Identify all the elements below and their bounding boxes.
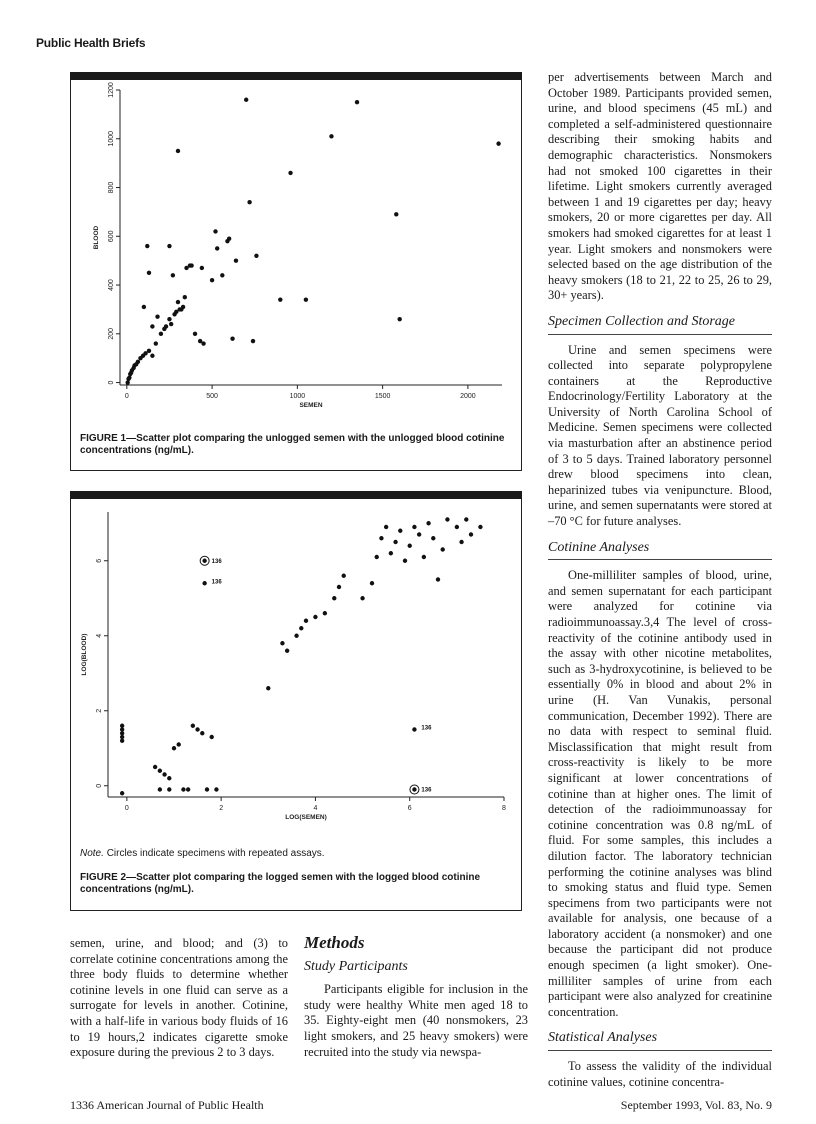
right-paragraph-3: One-milliliter samples of blood, urine, and semen supernatant for each participant were analyzed for cotinine via radioimmunoassay.3,4 The level of cross-reactivity of the cotinine antibody used in the assay with other nicotine metabolites, such as 3-hydroxycotinine, is believed to be essentially 0% in blood and about 2% in urine (H. Van Vunakis, personal communication, December 1992). There are no data with respect to seminal fluid. Misclassification that might result from cross-reactivity is likely to be more significant at lower concentrations of cotinine than at higher ones. The limit of detection of the radioimmunoassay for cotinine concentration was 0.8 ng/mL of fluid. For some samples, this includes a dilution factor. The laboratory technician performing the cotinine analyses was blind to smoking status and fluid type. Semen specimens from two participants were not available for analysis, one because of a laboratory accident (a nonsmoker) and one because the participant did not produce enough specimen (a light smoker). One-milliliter samples of urine from each participant were also analyzed for creatinine concentration. <box>548 568 772 1019</box>
fig1-data-point <box>247 200 251 204</box>
fig2-data-point <box>202 581 206 585</box>
fig2-data-point <box>412 787 416 791</box>
fig1-x-tick-label: 1000 <box>289 393 306 400</box>
figure2-note <box>80 848 325 859</box>
figure2-top-bar <box>70 491 522 499</box>
fig2-data-point <box>445 517 449 521</box>
fig1-x-tick-label: 0 <box>124 393 129 400</box>
fig2-data-point <box>280 641 284 645</box>
fig1-data-point <box>278 297 282 301</box>
fig2-data-point <box>455 525 459 529</box>
fig2-data-point <box>210 735 214 739</box>
fig1-data-point <box>142 305 146 309</box>
fig2-data-point <box>285 649 289 653</box>
fig2-data-point <box>332 596 336 600</box>
section-divider-1 <box>548 334 772 335</box>
fig1-data-point <box>215 246 219 250</box>
fig1-data-point <box>210 278 214 282</box>
fig1-data-point <box>329 134 333 138</box>
fig2-data-point <box>186 787 190 791</box>
methods-column <box>304 935 528 1060</box>
fig2-data-point <box>172 746 176 750</box>
fig2-data-point <box>191 724 195 728</box>
fig2-y-tick-label: 2 <box>96 708 103 713</box>
figure1-top-bar <box>70 72 522 80</box>
fig2-data-point <box>205 787 209 791</box>
fig1-data-point <box>171 273 175 277</box>
fig2-data-point <box>422 555 426 559</box>
fig2-data-point <box>441 547 445 551</box>
fig2-data-point <box>398 529 402 533</box>
fig1-y-tick-label: 400 <box>108 279 115 291</box>
fig2-annotation-label: 136 <box>211 558 222 565</box>
section-divider-3 <box>548 1050 772 1051</box>
fig1-data-point <box>304 297 308 301</box>
right-paragraph-4: To assess the validity of the individual cotinine values, cotinine concentra- <box>548 1059 772 1089</box>
fig2-data-point <box>412 525 416 529</box>
fig1-data-point <box>227 237 231 241</box>
fig1-data-point <box>193 332 197 336</box>
figure1-scatter-plot <box>72 82 518 427</box>
statistical-analyses-heading: Statistical Analyses <box>548 1030 658 1046</box>
fig2-data-point <box>342 574 346 578</box>
fig1-data-point <box>167 317 171 321</box>
fig2-annotation-label: 136 <box>421 725 432 732</box>
fig1-data-point <box>167 244 171 248</box>
fig2-x-tick-label: 0 <box>124 805 129 812</box>
fig1-data-point <box>127 375 131 379</box>
cotinine-analyses-heading: Cotinine Analyses <box>548 539 650 555</box>
footer-left: 1336 American Journal of Public Health <box>70 1098 264 1112</box>
fig1-data-point <box>125 380 129 384</box>
fig2-data-point <box>436 577 440 581</box>
fig1-y-tick-label: 600 <box>108 230 115 243</box>
figure2-note-label: Note. <box>80 848 104 859</box>
fig2-data-point <box>181 787 185 791</box>
fig2-data-point <box>120 731 124 735</box>
fig2-data-point <box>153 765 157 769</box>
fig2-data-point <box>337 585 341 589</box>
fig2-x-tick-label: 8 <box>502 805 506 812</box>
figure1-caption-label: FIGURE 1 <box>80 433 127 444</box>
fig2-annotation-label: 136 <box>211 579 222 586</box>
fig1-x-axis-label: SEMEN <box>299 402 323 409</box>
fig2-data-point <box>403 559 407 563</box>
figure2-caption-text: —Scatter plot comparing the logged semen with the logged blood cotinine concentrations (ng/mL). <box>80 872 481 895</box>
fig2-data-point <box>177 742 181 746</box>
fig2-y-tick-label: 6 <box>96 558 103 563</box>
right-column <box>548 70 772 1090</box>
fig2-data-point <box>158 769 162 773</box>
fig2-data-point <box>412 727 416 731</box>
fig2-data-point <box>431 536 435 540</box>
fig1-data-point <box>251 339 255 343</box>
fig1-data-point <box>189 263 193 267</box>
fig2-data-point <box>162 772 166 776</box>
fig2-data-point <box>469 532 473 536</box>
fig2-data-point <box>120 791 124 795</box>
fig1-y-tick-label: 800 <box>108 181 115 194</box>
fig2-data-point <box>426 521 430 525</box>
fig1-x-tick-label: 2000 <box>460 393 476 400</box>
fig1-data-point <box>254 254 258 258</box>
fig2-data-point <box>202 559 206 563</box>
fig1-x-tick-label: 500 <box>206 393 218 400</box>
fig1-data-point <box>145 244 149 248</box>
fig2-data-point <box>393 540 397 544</box>
fig2-data-point <box>408 544 412 548</box>
fig2-data-point <box>167 776 171 780</box>
figure2-caption-label: FIGURE 2 <box>80 872 127 883</box>
study-participants-paragraph: Participants eligible for inclusion in the study were healthy White men aged 18 to 35. Eighty-eight men (40 nonsmokers, 23 light smokers, and 25 heavy smokers) were recruited into the study via newspa- <box>304 982 528 1059</box>
fig2-data-point <box>379 536 383 540</box>
fig2-data-point <box>299 626 303 630</box>
fig1-x-tick-label: 1500 <box>374 393 391 400</box>
fig2-data-point <box>120 724 124 728</box>
fig2-data-point <box>375 555 379 559</box>
fig2-data-point <box>266 686 270 690</box>
fig2-x-tick-label: 4 <box>313 805 318 812</box>
fig2-data-point <box>294 634 298 638</box>
fig1-data-point <box>230 336 234 340</box>
fig2-data-point <box>214 787 218 791</box>
study-participants-heading: Study Participants <box>304 958 408 974</box>
figure1-caption-text: —Scatter plot comparing the unlogged semen with the unlogged blood cotinine concentrations (ng/mL). <box>80 433 505 456</box>
fig1-data-point <box>136 360 140 364</box>
fig1-data-point <box>164 324 168 328</box>
fig2-data-point <box>304 619 308 623</box>
fig1-data-point <box>397 317 401 321</box>
fig2-y-tick-label: 4 <box>96 633 103 638</box>
fig2-x-axis-label: LOG(SEMEN) <box>285 814 327 821</box>
fig1-data-point <box>147 349 151 353</box>
section-divider-2 <box>548 559 772 560</box>
fig2-data-point <box>417 532 421 536</box>
fig2-y-tick-label: 0 <box>96 783 103 788</box>
fig2-y-axis-label: LOG(BLOOD) <box>81 633 88 676</box>
running-head: Public Health Briefs <box>36 36 146 50</box>
fig1-data-point <box>234 258 238 262</box>
methods-heading: Methods <box>304 933 365 952</box>
fig1-data-point <box>184 266 188 270</box>
fig1-y-tick-label: 0 <box>108 380 115 385</box>
fig2-data-point <box>158 787 162 791</box>
fig2-data-point <box>120 727 124 731</box>
fig1-data-point <box>244 98 248 102</box>
fig2-data-point <box>120 739 124 743</box>
fig2-data-point <box>389 551 393 555</box>
fig2-data-point <box>360 596 364 600</box>
fig1-data-point <box>200 266 204 270</box>
fig2-data-point <box>370 581 374 585</box>
fig1-data-point <box>150 354 154 358</box>
footer-right: September 1993, Vol. 83, No. 9 <box>620 1098 772 1112</box>
figure2-note-text: Circles indicate specimens with repeated assays. <box>106 848 325 859</box>
fig1-data-point <box>183 295 187 299</box>
fig1-data-point <box>169 322 173 326</box>
fig1-data-point <box>154 341 158 345</box>
figure1-caption <box>80 433 515 457</box>
fig2-data-point <box>120 735 124 739</box>
right-paragraph-2: Urine and semen specimens were collected into separate polypropylene containers at the Reproductive Endocrinology/Fertility Laboratory at the University of North Carolina School of Medicine. Semen specimens were collected via masturbation after an abstinence period of 3 to 5 days. Trained laboratory personnel drew blood specimens into clean, heparinized tubes via venipuncture. Blood, urine, and semen supernatants were stored at –70 °C for future analyses. <box>548 342 772 529</box>
fig2-annotation-label: 136 <box>421 787 432 794</box>
fig1-data-point <box>159 332 163 336</box>
fig1-data-point <box>496 141 500 145</box>
fig2-data-point <box>384 525 388 529</box>
fig2-data-point <box>313 615 317 619</box>
fig2-data-point <box>459 540 463 544</box>
fig1-data-point <box>181 305 185 309</box>
intro-continuation-paragraph: semen, urine, and blood; and (3) to correlate cotinine concentrations among the three body fluids to determine whether cotinine levels in one fluid can serve as a surrogate for levels in another. Cotinine, with a half-life in various body fluids of 16 to 19 hours,2 indicates cigarette smoke exposure during the previous 2 to 3 days. <box>70 936 288 1060</box>
figure2-scatter-plot <box>72 502 518 842</box>
fig2-x-tick-label: 2 <box>219 805 224 812</box>
fig1-data-point <box>150 324 154 328</box>
fig1-data-point <box>213 229 217 233</box>
fig1-data-point <box>147 271 151 275</box>
fig1-y-tick-label: 1000 <box>108 130 115 147</box>
bottom-left-column <box>70 936 288 1061</box>
fig1-data-point <box>176 149 180 153</box>
fig1-data-point <box>155 315 159 319</box>
right-paragraph-1: per advertisements between March and October 1989. Participants provided semen, urine, and blood specimens (45 mL) and completed a self-administered questionnaire describing their smoking habits and demographic characteristics. Nonsmokers had not smoked 100 cigarettes in their lifetime. Light smokers currently averaged between 1 and 19 cigarettes per day; heavy smokers, 20 or more cigarettes per day. All smokers had smoked cigarettes for at least 1 year. Light smokers and nonsmokers were selected based on the age distribution of the heavy smokers (18 to 21, 22 to 25, 26 to 29, 30+ years). <box>548 70 772 303</box>
fig2-data-point <box>195 727 199 731</box>
fig2-data-point <box>167 787 171 791</box>
fig1-data-point <box>176 300 180 304</box>
fig1-y-tick-label: 1200 <box>108 82 115 98</box>
fig1-y-tick-label: 200 <box>108 327 115 340</box>
fig1-data-point <box>201 341 205 345</box>
fig1-data-point <box>394 212 398 216</box>
fig2-data-point <box>478 525 482 529</box>
fig1-y-axis-label: BLOOD <box>93 225 100 250</box>
fig2-data-point <box>323 611 327 615</box>
fig2-data-point <box>464 517 468 521</box>
fig2-data-point <box>200 731 204 735</box>
fig1-data-point <box>288 171 292 175</box>
fig1-data-point <box>355 100 359 104</box>
specimen-collection-heading: Specimen Collection and Storage <box>548 313 736 329</box>
fig1-data-point <box>220 273 224 277</box>
fig2-x-tick-label: 6 <box>407 805 412 812</box>
figure2-caption <box>80 872 515 896</box>
